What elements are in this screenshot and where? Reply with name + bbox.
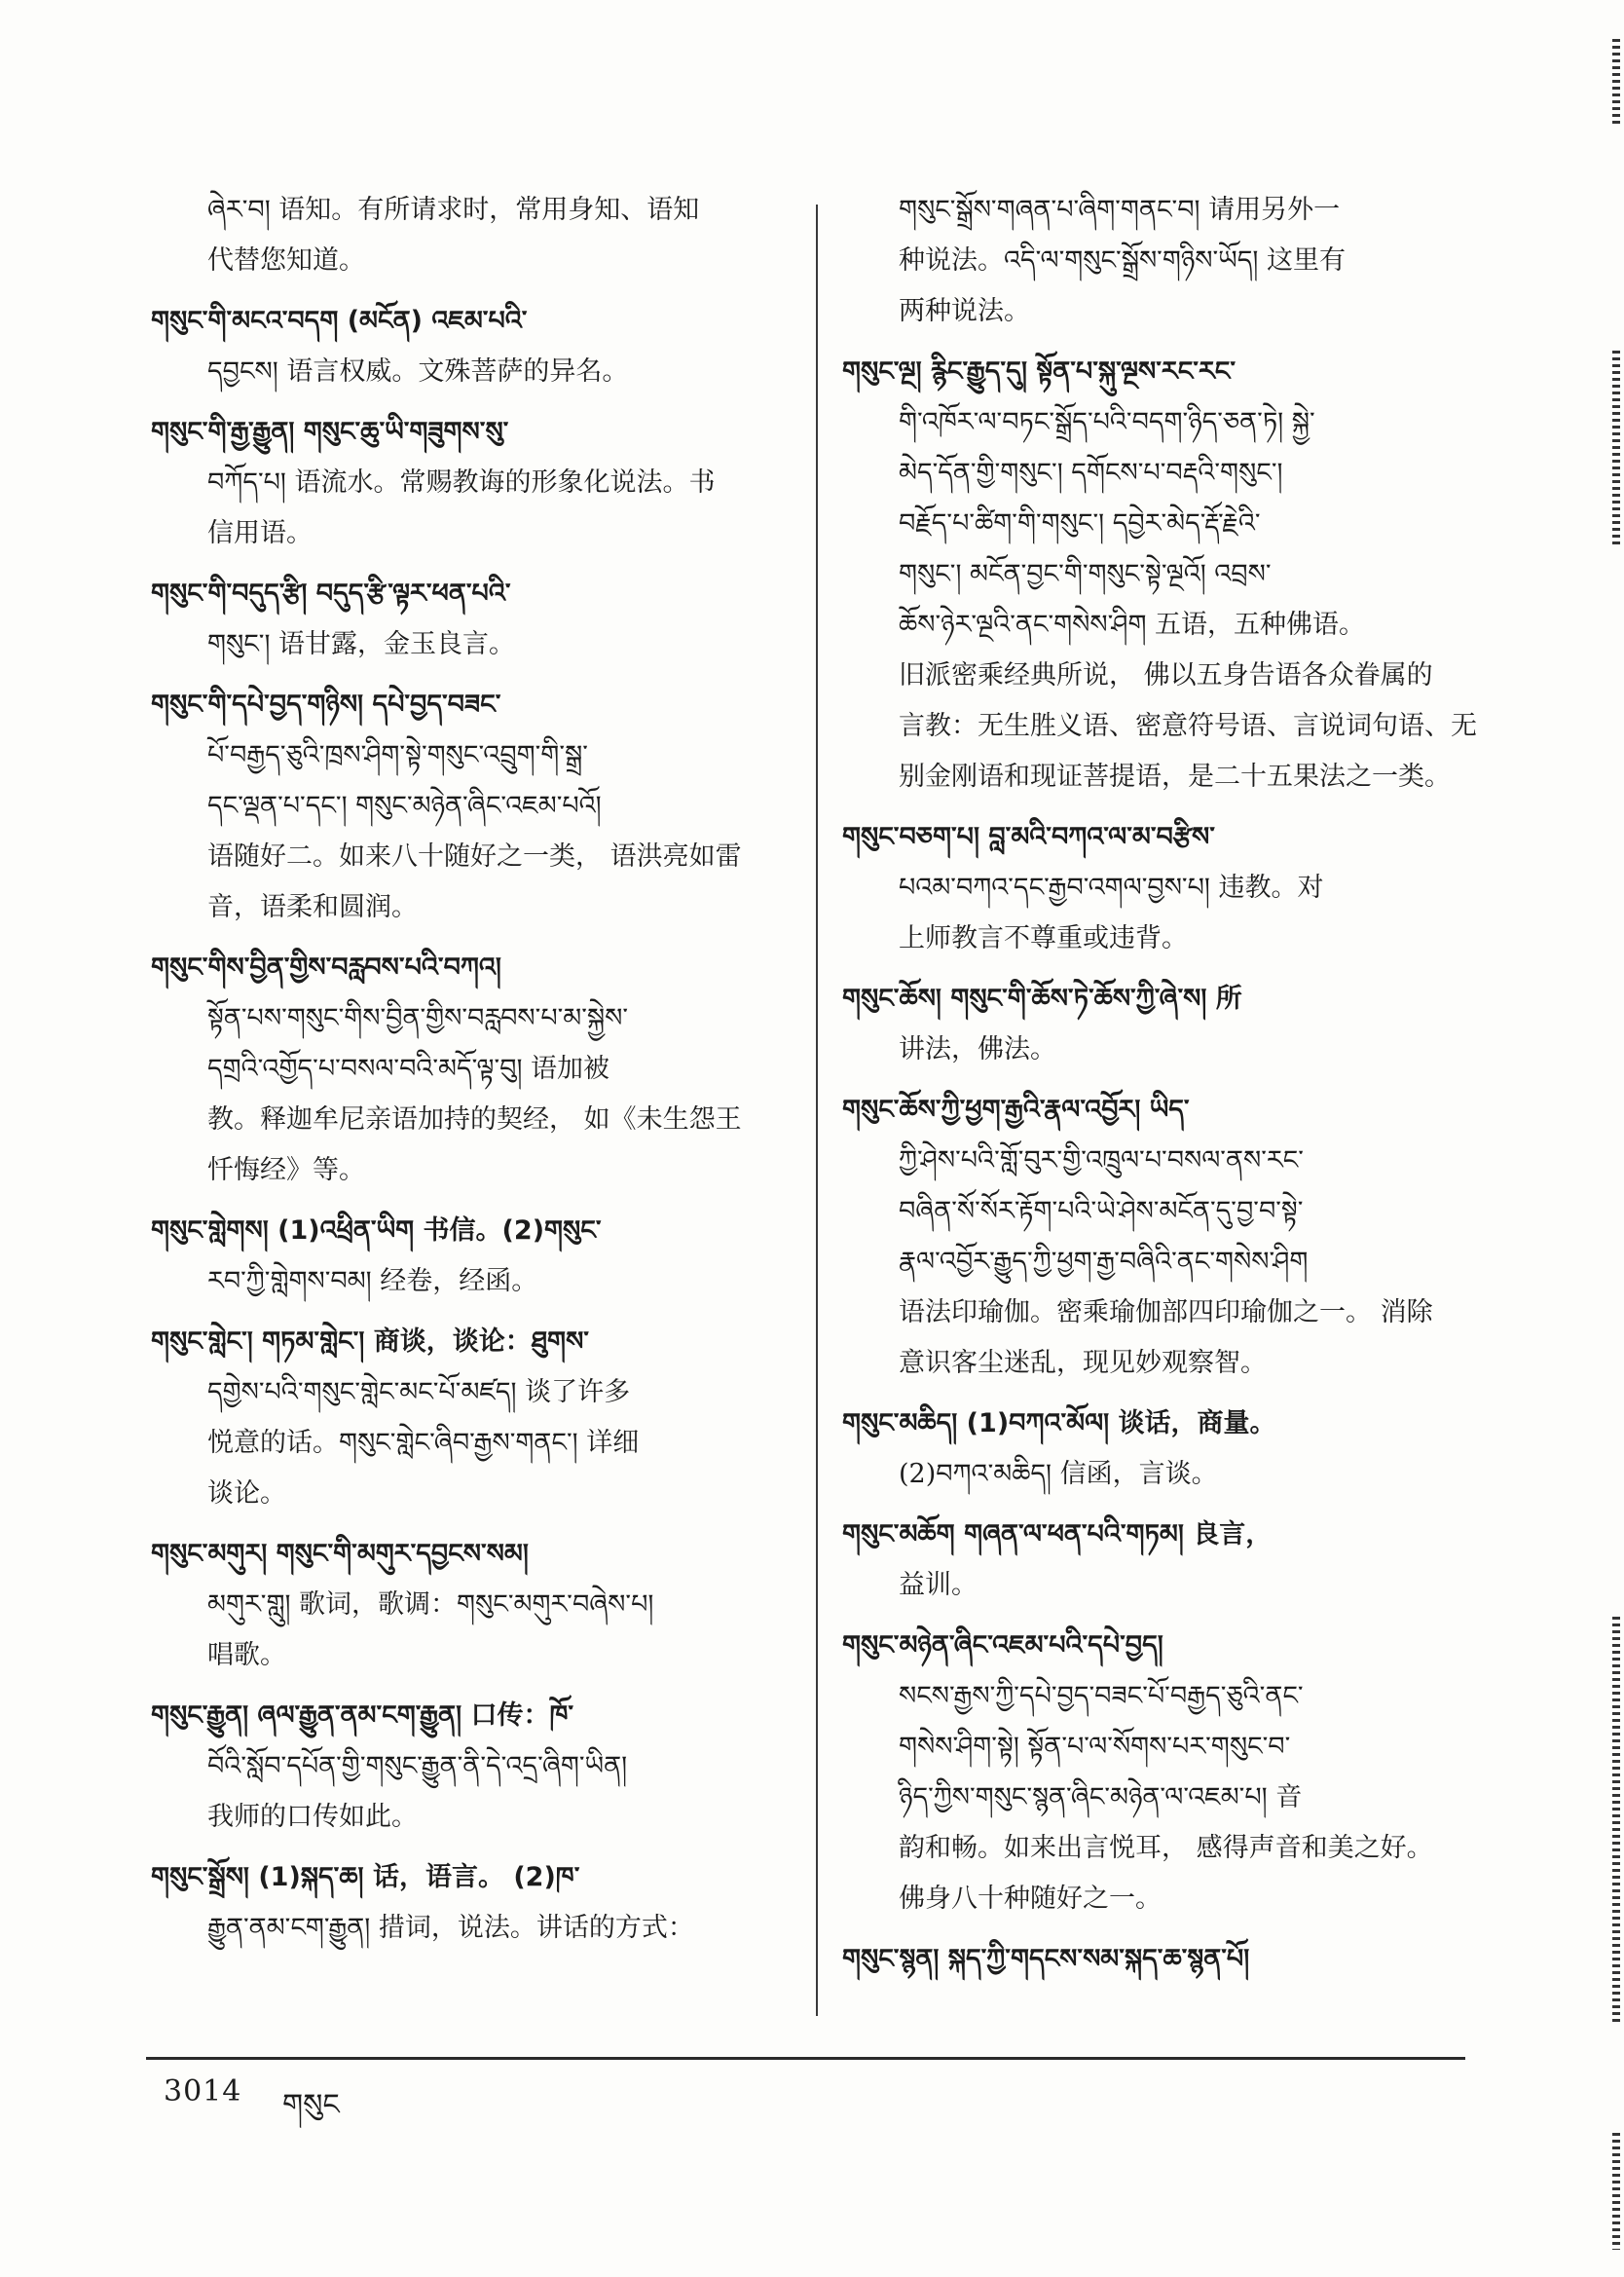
entry-definition-line: ཉིད་ཀྱིས་གསུང་སྙན་ཞིང་མཉེན་ལ་འཇམ་པ། 音 — [899, 1782, 1303, 1812]
entry-definition-line: 忏悔经》等。 — [207, 1155, 365, 1185]
entry-definition-line: 上师教言不尊重或违背。 — [899, 923, 1188, 953]
scan-edge-mark — [1612, 1617, 1620, 2026]
entry-definition-line: པའམ་བཀའ་དང་རྒྱབ་འགལ་བྱས་པ། 违教。对 — [899, 873, 1324, 903]
entry-definition-line: 佛身八十种随好之一。 — [899, 1884, 1162, 1914]
entry-definition-line: གི་འཁོར་ལ་བཏང་སྒྲོད་པའི་བདག་ཉིད་ཅན་ཏེ། སྐྱེ་ — [899, 407, 1315, 437]
dictionary-entry — [151, 1691, 784, 1843]
entry-definition-line: 音，语柔和圆润。 — [207, 892, 418, 922]
dictionary-entry — [151, 1206, 784, 1307]
entry-headline: གསུང་མཉེན་ཞིང་འཇམ་པའི་དཔེ་བྱད། — [842, 1630, 1163, 1661]
entry-definition-line: མེད་དོན་གྱི་གསུང་། དགོངས་པ་བརྡའི་གསུང་། — [899, 458, 1283, 488]
entry-definition-line: ཀྱི་ཤེས་པའི་གློ་བུར་གྱི་འཁྲུལ་པ་བསལ་ནས་རང་ — [899, 1145, 1304, 1176]
entry-definition-line: 代替您知道。 — [207, 245, 365, 276]
entry-definition-line: 语随好二。如来八十随好之一类， 语洪亮如雷 — [207, 841, 742, 872]
entry-definition-line: 讲法，佛法。 — [899, 1034, 1056, 1064]
entry-definition-line: གསེས་ཤིག་སྟེ། སྟོན་པ་ལ་སོགས་པར་གསུང་བ་ — [899, 1732, 1291, 1762]
dictionary-entry — [842, 812, 1480, 964]
entry-definition-line: བོའི་སློབ་དཔོན་གྱི་གསུང་རྒྱུན་ནི་དེ་འདྲ་ཞིག་ཡིན། — [207, 1751, 628, 1781]
entry-definition-line: 旧派密乘经典所说， 佛以五身告语各众眷属的 — [899, 660, 1433, 691]
dictionary-entry — [151, 407, 784, 559]
left-column — [151, 185, 784, 1963]
scan-edge-mark — [1612, 39, 1620, 127]
entry-definition-line: གསུང་། མངོན་བྱང་གི་གསུང་སྟེ་ལྔའོ། འབྲས་ — [899, 559, 1272, 589]
entry-headline: གསུང་ཆོས། གསུང་གི་ཆོས་ཏེ་ཆོས་ཀྱི་ཞེ་ས། 所 — [842, 984, 1242, 1014]
dictionary-entry — [151, 1852, 784, 1954]
scan-edge-mark — [1612, 351, 1620, 545]
entry-headline: གསུང་མཆིད། (1)བཀའ་མོལ། 谈话，商量。 — [842, 1408, 1276, 1438]
footer-rule — [146, 2057, 1465, 2060]
entry-definition-line: གསུང་། 语甘露，金玉良言。 — [207, 629, 516, 659]
dictionary-entry — [842, 185, 1480, 337]
entry-definition-line: སྟོན་པས་གསུང་གིས་བྱིན་གྱིས་བརླབས་པ་མ་སྐྱེས་ — [207, 1003, 629, 1033]
entry-definition-line: གསུང་སྒྲོས་གཞན་པ་ཞིག་གནང་བ། 请用另外一 — [899, 195, 1341, 225]
entry-definition-line: པོ་བརྒྱད་ཅུའི་ཁྲས་ཤིག་སྟེ་གསུང་འབྲུག་གི་སྒྲ་ — [207, 740, 588, 770]
dictionary-entry — [151, 569, 784, 670]
entry-definition-line: 悦意的话。གསུང་གླེང་ཞིབ་རྒྱས་གནང་། 详细 — [207, 1428, 640, 1458]
entry-definition-line: རྣལ་འབྱོར་རྒྱུད་ཀྱི་ཕྱག་རྒྱ་བཞིའི་ནང་གསེས་ཤིག — [899, 1247, 1309, 1277]
entry-headline: གསུང་བཅག་པ། བླ་མའི་བཀའ་ལ་མ་བརྩིས་ — [842, 822, 1215, 852]
right-column — [842, 185, 1480, 1995]
entry-headline: གསུང་གླེང་། གཏམ་གླེང་། 商谈，谈论：ཐུགས་ — [151, 1326, 589, 1357]
entry-definition-line: སངས་རྒྱས་ཀྱི་དཔེ་བྱད་བཟང་པོ་བརྒྱད་ཅུའི་ནང་ — [899, 1681, 1304, 1711]
dictionary-entry — [151, 185, 784, 286]
entry-definition-line: དང་ལྡན་པ་དང་། གསུང་མཉེན་ཞིང་འཇམ་པའོ། — [207, 791, 602, 821]
entry-definition-line: བརྗོད་པ་ཚིག་གི་གསུང་། དབྱེར་མེད་རྡོ་རྗེའི་ — [899, 508, 1261, 539]
page-number: 3014 — [164, 2074, 242, 2109]
entry-definition-line: 别金刚语和现证菩提语，是二十五果法之一类。 — [899, 762, 1451, 792]
entry-headline: གསུང་གི་དཔེ་བྱད་གཉིས། དཔེ་བྱད་བཟང་ — [151, 690, 501, 720]
entry-definition-line: ཆོས་ཉེར་ལྔའི་ནང་གསེས་ཤིག 五语，五种佛语。 — [899, 610, 1366, 640]
entry-headline: གསུང་རྒྱུན། ཞལ་རྒྱུན་ནམ་ངག་རྒྱུན། 口传：ཁོ་ — [151, 1700, 574, 1731]
dictionary-entry — [842, 974, 1480, 1075]
entry-headline: གསུང་མཆོག གཞན་ལ་ཕན་པའི་གཏམ། 良言， — [842, 1519, 1273, 1549]
dictionary-entry — [842, 1510, 1480, 1611]
entry-headline: གསུང་གླེགས། (1)འཕྲིན་ཡིག 书信。(2)གསུང་ — [151, 1215, 602, 1246]
entry-definition-line: 韵和畅。如来出言悦耳， 感得声音和美之好。 — [899, 1833, 1433, 1863]
entry-headline: གསུང་མགུར། གསུང་གི་མགུར་དབྱངས་སམ། — [151, 1539, 529, 1569]
entry-definition-line: བཀོད་པ། 语流水。常赐教诲的形象化说法。书 — [207, 467, 716, 498]
running-head: གསུང — [282, 2088, 340, 2122]
entry-definition-line: 教。释迦牟尼亲语加持的契经， 如《未生怨王 — [207, 1104, 742, 1135]
entry-definition-line: 我师的口传如此。 — [207, 1802, 418, 1832]
entry-definition-line: 信用语。 — [207, 518, 313, 548]
dictionary-entry — [842, 1934, 1480, 1985]
entry-headline: གསུང་ཆོས་ཀྱི་ཕྱག་རྒྱའི་རྣལ་འབྱོར། ཡིད་ — [842, 1095, 1190, 1125]
entry-headline: གསུང་སྙན། སྐད་ཀྱི་གདངས་སམ་སྐད་ཆ་སྙན་པོ། — [842, 1944, 1250, 1974]
entry-definition-line: 意识客尘迷乱，现见妙观察智。 — [899, 1348, 1267, 1378]
entry-definition-line: མགུར་གླུ། 歌词，歌调：གསུང་མགུར་བཞེས་པ། — [207, 1589, 654, 1620]
dictionary-entry — [151, 1529, 784, 1681]
entry-definition-line: (2)བཀའ་མཆིད། 信函，言谈。 — [899, 1459, 1218, 1489]
entry-definition-line: 种说法。འདི་ལ་གསུང་སྒྲོས་གཉིས་ཡོད། 这里有 — [899, 245, 1346, 276]
entry-definition-line: 两种说法。 — [899, 296, 1030, 326]
entry-definition-line: དགྱེས་པའི་གསུང་གླེང་མང་པོ་མཛད། 谈了许多 — [207, 1377, 631, 1407]
dictionary-entry — [151, 1317, 784, 1519]
entry-definition-line: 语法印瑜伽。密乘瑜伽部四印瑜伽之一。 消除 — [899, 1297, 1433, 1327]
entry-headline: གསུང་ལྔ། རྙིང་རྒྱུད་དུ། སྟོན་པ་སྐུ་ལྔས་རང་རང་ — [842, 356, 1236, 387]
entry-headline: གསུང་སྒྲོས། (1)སྐད་ཆ། 话，语言。 (2)ཁ་ — [151, 1862, 580, 1892]
dictionary-entry — [151, 680, 784, 933]
dictionary-entry — [842, 347, 1480, 803]
entry-definition-line: 益训。 — [899, 1570, 978, 1600]
entry-definition-line: རབ་ཀྱི་གླེགས་བམ། 经卷，经函。 — [207, 1266, 538, 1296]
entry-definition-line: དགྲའི་འགྱོད་པ་བསལ་བའི་མདོ་ལྟ་བུ། 语加被 — [207, 1054, 610, 1084]
entry-headline: གསུང་གི་རྒྱ་རྒྱུན། གསུང་ཆུ་ཡི་གཟུགས་སུ་ — [151, 417, 509, 447]
entry-headline: གསུང་གི་བདུད་རྩི། བདུད་རྩི་ལྟར་ཕན་པའི་ — [151, 579, 511, 609]
dictionary-entry — [842, 1399, 1480, 1500]
entry-headline: གསུང་གིས་བྱིན་གྱིས་བརླབས་པའི་བཀའ། — [151, 952, 501, 983]
dictionary-entry — [151, 296, 784, 397]
entry-definition-line: 言教：无生胜义语、密意符号语、言说词句语、无 — [899, 711, 1477, 741]
dictionary-entry — [842, 1085, 1480, 1389]
entry-definition-line: ཞེར་བ། 语知。有所请求时，常用身知、语知 — [207, 195, 700, 225]
entry-definition-line: དབྱངས། 语言权威。文殊菩萨的异名。 — [207, 356, 629, 387]
entry-definition-line: བཞིན་སོ་སོར་རྟོག་པའི་ཡེ་ཤེས་མངོན་དུ་བྱ་བ་སྟེ་ — [899, 1196, 1304, 1226]
dictionary-entry — [842, 1621, 1480, 1924]
entry-definition-line: རྒྱུན་ནམ་ངག་རྒྱུན། 措词，说法。讲话的方式： — [207, 1913, 694, 1943]
entry-headline: གསུང་གི་མངའ་བདག (མངོན) འཇམ་པའི་ — [151, 306, 528, 336]
scan-edge-mark — [1612, 2133, 1620, 2250]
entry-definition-line: 谈论。 — [207, 1478, 286, 1509]
dictionary-entry — [151, 943, 784, 1196]
column-divider — [816, 205, 818, 2016]
entry-definition-line: 唱歌。 — [207, 1640, 286, 1670]
